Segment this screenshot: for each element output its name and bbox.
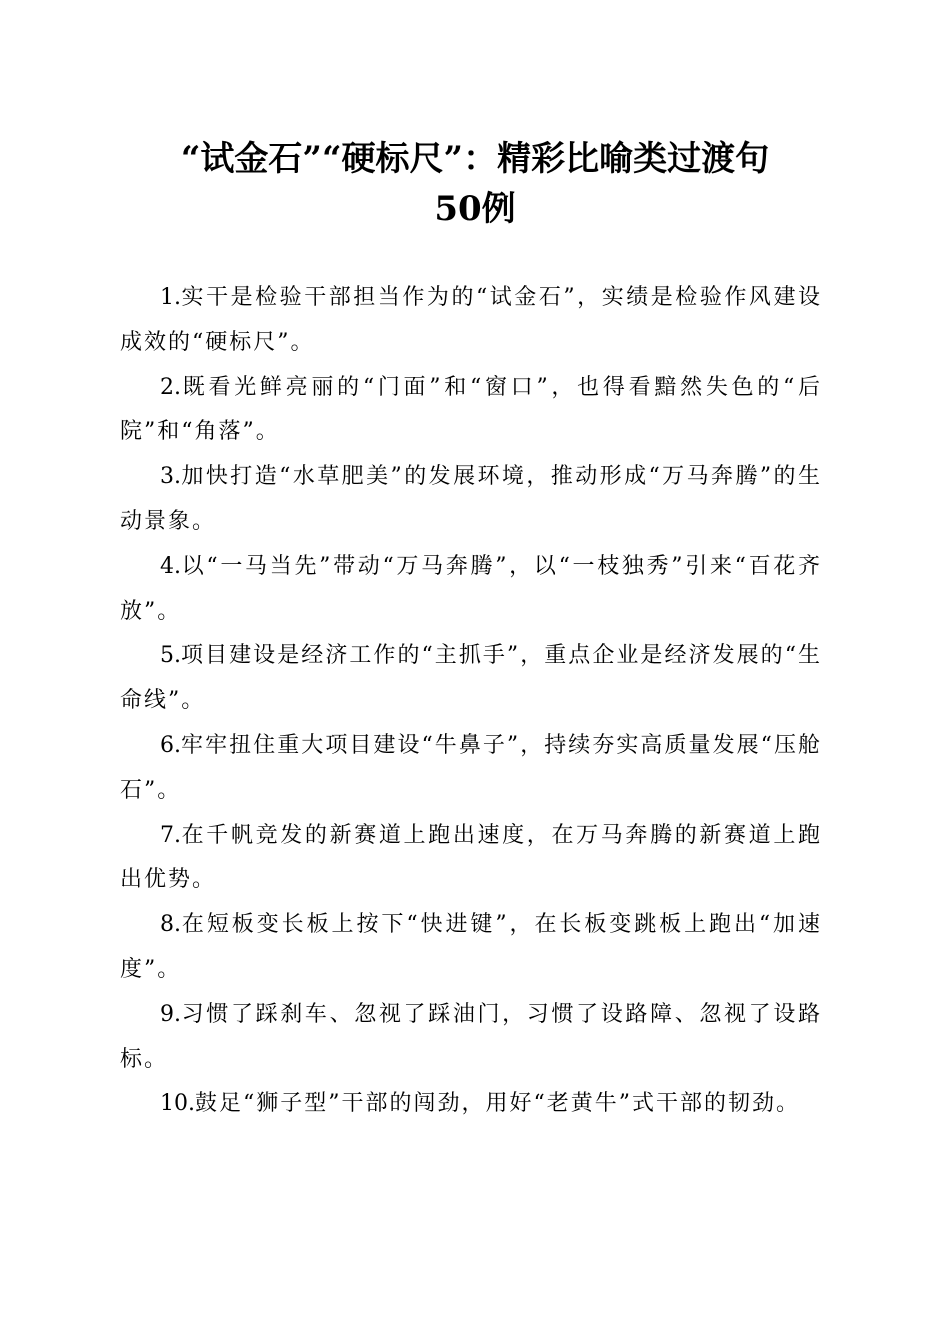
list-item bbox=[120, 1082, 822, 1127]
list-item bbox=[120, 545, 822, 635]
item-text: 项目建设是经济工作的“主抓手”，重点企业是经济发展的“生命线”。 bbox=[120, 643, 822, 714]
list-item bbox=[120, 814, 822, 904]
item-number: 6. bbox=[160, 732, 181, 758]
item-text: 牢牢扭住重大项目建设“牛鼻子”，持续夯实高质量发展“压舱石”。 bbox=[120, 732, 822, 803]
item-text: 鼓足“狮子型”干部的闯劲，用好“老黄牛”式干部的韧劲。 bbox=[195, 1091, 800, 1117]
item-text: 以“一马当先”带动“万马奔腾”，以“一枝独秀”引来“百花齐放”。 bbox=[120, 553, 822, 624]
list-item bbox=[120, 993, 822, 1083]
item-number: 5. bbox=[160, 643, 181, 669]
list-item bbox=[120, 366, 822, 456]
item-text: 习惯了踩刹车、忽视了踩油门，习惯了设路障、忽视了设路标。 bbox=[120, 1001, 822, 1072]
item-number: 4. bbox=[160, 553, 181, 579]
title-line-1: “试金石”“硬标尺”：精彩比喻类过渡句 bbox=[180, 139, 770, 179]
list-item bbox=[120, 634, 822, 724]
title-line-2: 50例 bbox=[434, 189, 516, 229]
item-text: 在短板变长板上按下“快进键”，在长板变跳板上跑出“加速度”。 bbox=[120, 912, 822, 982]
item-number: 8. bbox=[160, 912, 181, 938]
list-item bbox=[120, 903, 822, 993]
item-text: 加快打造“水草肥美”的发展环境，推动形成“万马奔腾”的生动景象。 bbox=[120, 464, 822, 534]
item-number: 2. bbox=[160, 374, 181, 400]
list-item bbox=[120, 724, 822, 814]
document-body bbox=[120, 276, 822, 1127]
item-number: 10. bbox=[160, 1091, 195, 1117]
item-number: 1. bbox=[160, 285, 181, 310]
item-number: 9. bbox=[160, 1001, 181, 1027]
item-text: 既看光鲜亮丽的“门面”和“窗口”，也得看黯然失色的“后院”和“角落”。 bbox=[120, 374, 822, 445]
document-title bbox=[120, 134, 830, 234]
item-text: 实干是检验干部担当作为的“试金石”，实绩是检验作风建设成效的“硬标尺”。 bbox=[120, 285, 822, 355]
list-item bbox=[120, 276, 822, 366]
item-text: 在千帆竞发的新赛道上跑出速度，在万马奔腾的新赛道上跑出优势。 bbox=[120, 822, 822, 893]
item-number: 3. bbox=[160, 464, 181, 490]
list-item bbox=[120, 455, 822, 545]
item-number: 7. bbox=[160, 822, 181, 848]
